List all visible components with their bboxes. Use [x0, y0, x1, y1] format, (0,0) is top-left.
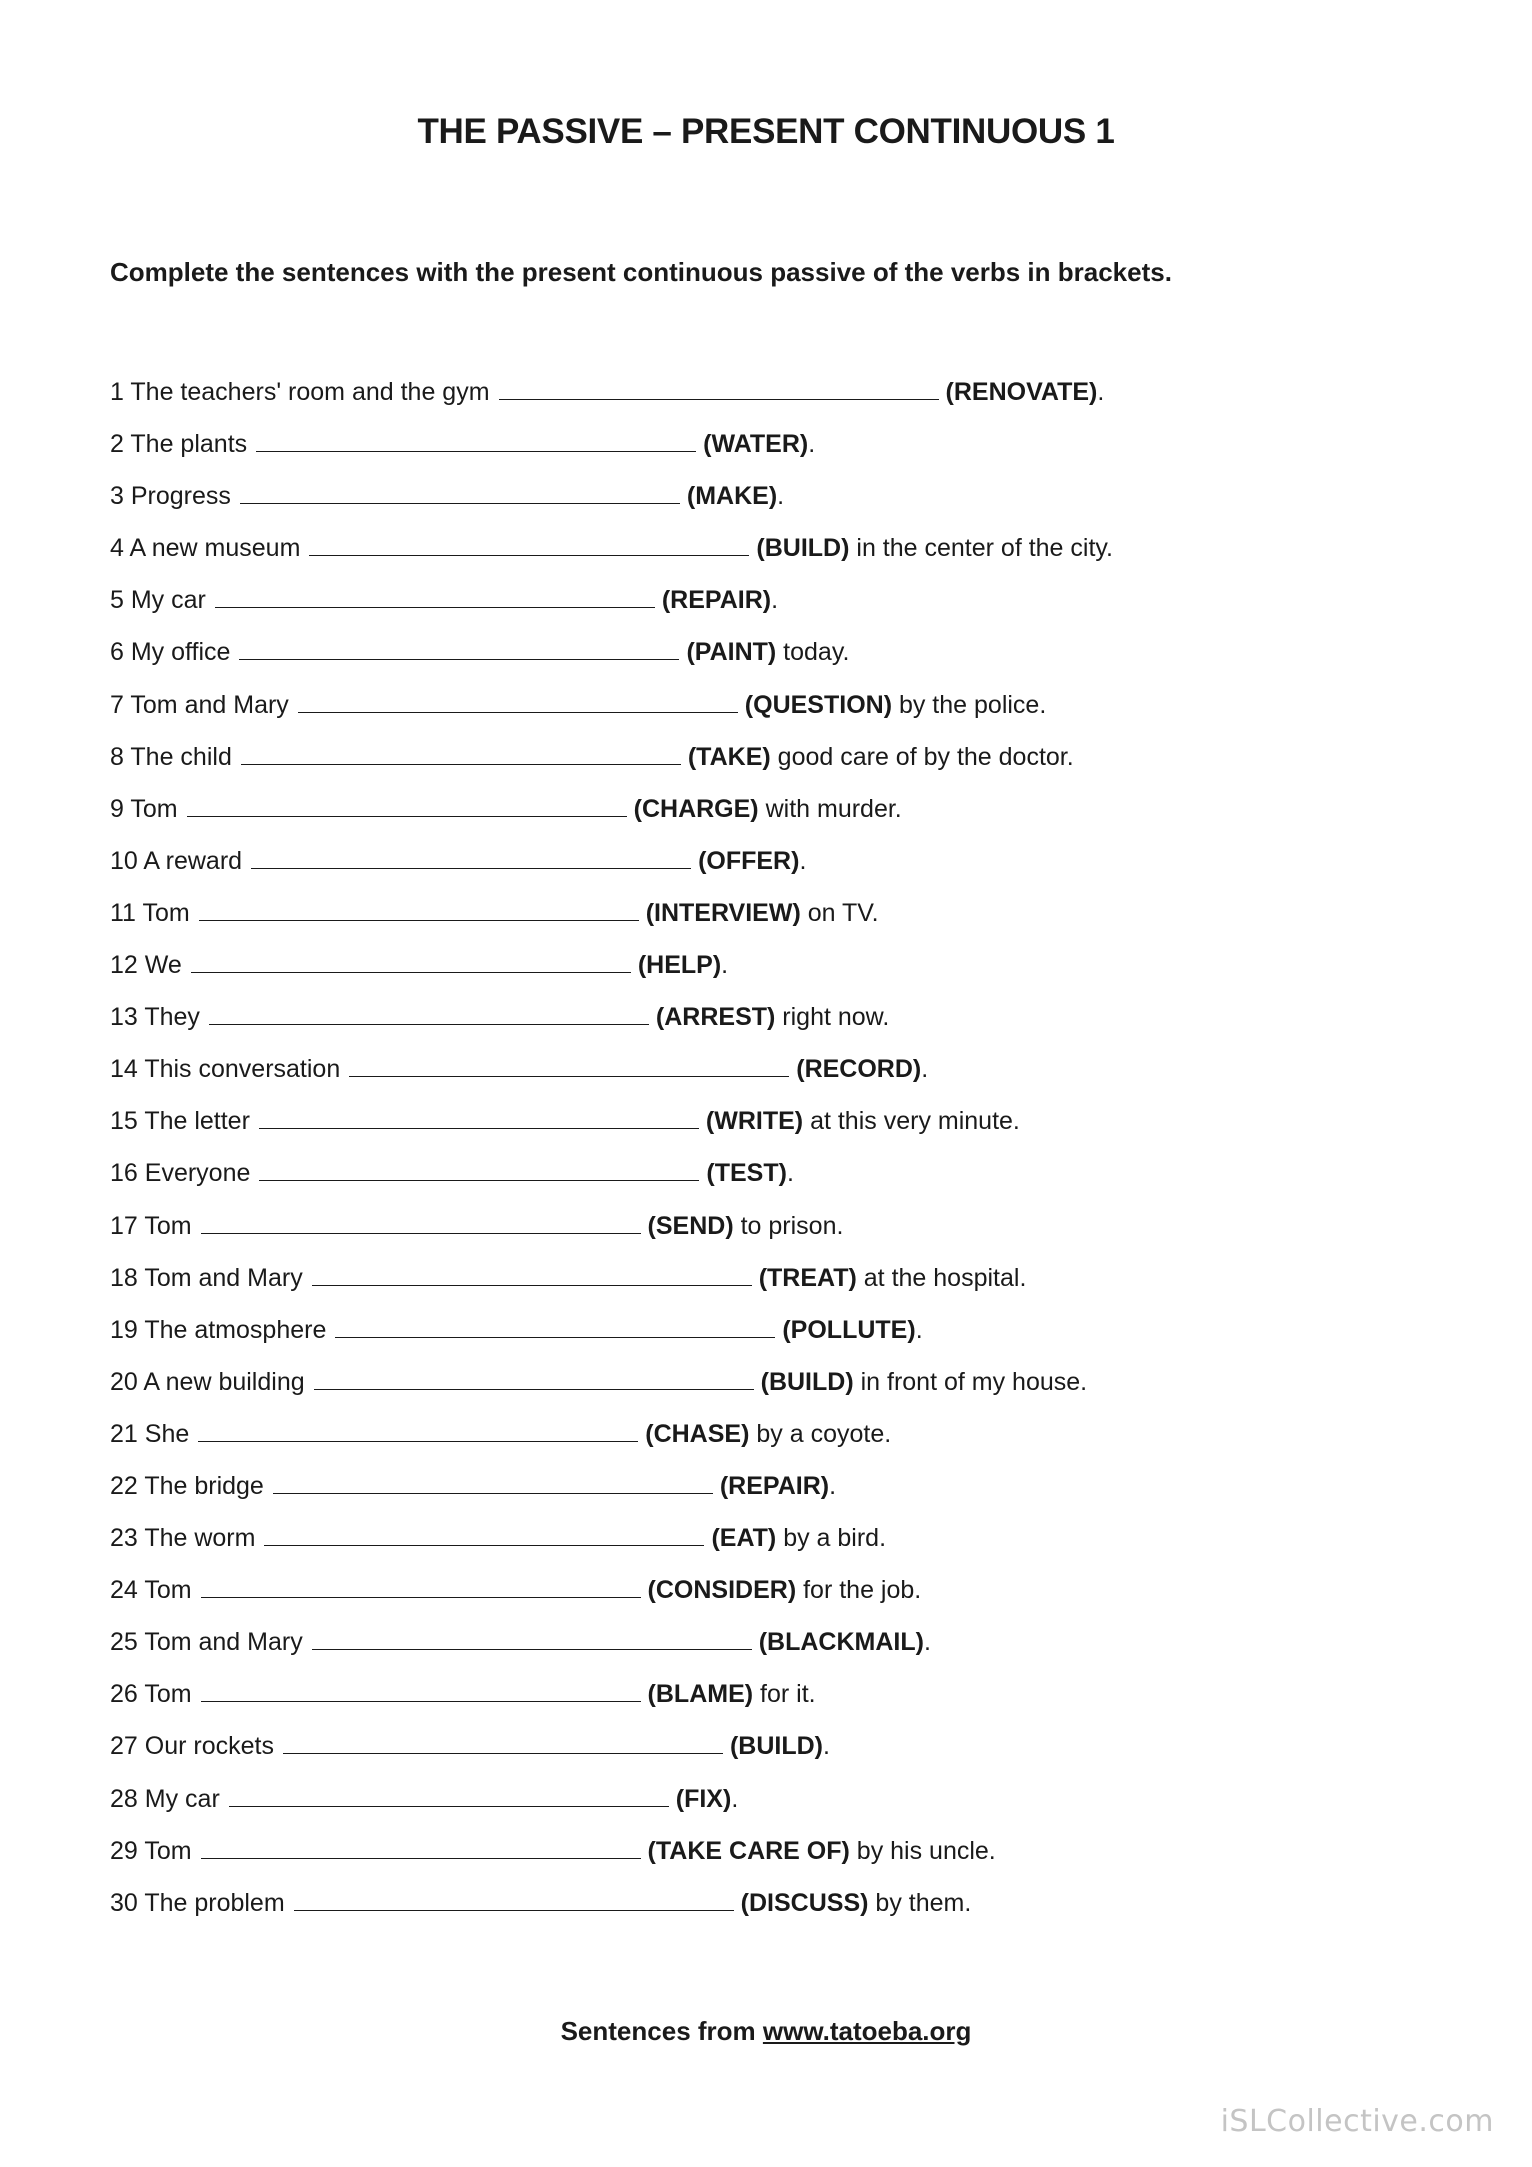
item-number: 20: [110, 1367, 138, 1396]
exercise-item: [110, 1206, 1113, 1258]
exercise-item: [110, 1622, 1113, 1674]
exercise-item: [110, 1153, 1113, 1205]
item-subject: Tom: [144, 1211, 192, 1240]
item-rest: .: [921, 1055, 929, 1084]
item-subject: Tom and Mary: [130, 690, 289, 719]
exercise-item: [110, 1570, 1113, 1622]
item-verb: (TREAT): [758, 1263, 857, 1292]
item-verb: (TEST): [706, 1159, 787, 1188]
item-verb: (BLAME): [647, 1680, 754, 1709]
item-number: 8: [110, 742, 124, 771]
exercise-item: [110, 372, 1113, 424]
item-verb: (QUESTION): [744, 690, 893, 719]
item-rest: on TV.: [800, 898, 879, 927]
exercise-item: [110, 1049, 1113, 1101]
answer-blank[interactable]: [309, 533, 749, 556]
item-subject: Tom: [130, 794, 178, 823]
item-subject: Tom and Mary: [144, 1263, 303, 1292]
item-rest: by a coyote.: [749, 1419, 892, 1448]
item-verb: (EAT): [711, 1524, 777, 1553]
exercise-item: [110, 1779, 1113, 1831]
item-subject: She: [144, 1419, 190, 1448]
item-number: 13: [110, 1003, 138, 1032]
item-number: 27: [110, 1732, 138, 1761]
item-number: 23: [110, 1524, 138, 1553]
exercise-item: [110, 1883, 1113, 1935]
item-rest: by them.: [868, 1888, 972, 1917]
exercise-item: [110, 893, 1113, 945]
item-number: 26: [110, 1680, 138, 1709]
answer-blank[interactable]: [251, 846, 691, 869]
exercise-item: [110, 1310, 1113, 1362]
item-subject: The worm: [144, 1524, 256, 1553]
item-subject: A reward: [143, 846, 243, 875]
item-verb: (BUILD): [760, 1367, 854, 1396]
item-rest: .: [1097, 378, 1105, 406]
item-subject: My car: [144, 1784, 220, 1813]
footer-prefix: Sentences from: [560, 2016, 763, 2046]
exercise-item: [110, 789, 1113, 841]
item-verb: (RENOVATE): [945, 378, 1098, 406]
item-number: 7: [110, 690, 124, 719]
exercise-item: [110, 1101, 1113, 1153]
exercise-item: [110, 1726, 1113, 1778]
item-verb: (ARREST): [655, 1003, 776, 1032]
item-rest: by the police.: [892, 690, 1047, 719]
answer-blank[interactable]: [298, 690, 738, 713]
item-number: 28: [110, 1784, 138, 1813]
exercise-item: [110, 1518, 1113, 1570]
item-rest: to prison.: [733, 1211, 844, 1240]
item-rest: for it.: [753, 1680, 816, 1709]
item-verb: (CHASE): [645, 1419, 750, 1448]
answer-blank[interactable]: [259, 1106, 699, 1129]
item-subject: A new museum: [129, 534, 301, 563]
item-subject: Tom: [142, 898, 190, 927]
item-rest: .: [923, 1628, 931, 1657]
item-rest: for the job.: [796, 1576, 922, 1605]
item-verb: (WRITE): [705, 1107, 804, 1136]
item-rest: in front of my house.: [853, 1367, 1088, 1396]
item-rest: with murder.: [758, 794, 902, 823]
item-rest: in the center of the city.: [849, 534, 1113, 563]
answer-blank[interactable]: [199, 898, 639, 921]
item-rest: .: [823, 1732, 830, 1761]
exercise-list: [110, 372, 1113, 1935]
item-rest: today.: [776, 638, 850, 667]
answer-blank[interactable]: [312, 1627, 752, 1650]
item-number: 30: [110, 1888, 138, 1917]
exercise-item: [110, 580, 1113, 632]
item-number: 12: [110, 951, 138, 980]
answer-blank[interactable]: [349, 1054, 789, 1077]
item-subject: A new building: [143, 1367, 305, 1396]
item-verb: (POLLUTE): [782, 1315, 916, 1344]
item-verb: (MAKE): [686, 482, 778, 511]
item-verb: (FIX): [675, 1784, 732, 1813]
item-verb: (CHARGE): [633, 794, 759, 823]
answer-blank[interactable]: [209, 1002, 649, 1025]
item-number: 10: [110, 846, 138, 875]
answer-blank[interactable]: [240, 481, 680, 504]
answer-blank[interactable]: [273, 1471, 713, 1494]
footer-link[interactable]: www.tatoeba.org: [762, 2016, 972, 2046]
item-verb: (HELP): [637, 951, 722, 980]
answer-blank[interactable]: [201, 1211, 641, 1234]
item-rest: .: [721, 951, 729, 980]
answer-blank[interactable]: [201, 1575, 641, 1598]
answer-blank[interactable]: [198, 1419, 638, 1442]
item-number: 24: [110, 1576, 138, 1605]
item-verb: (SEND): [647, 1211, 734, 1240]
answer-blank[interactable]: [187, 794, 627, 817]
item-number: 6: [110, 638, 124, 667]
item-verb: (WATER): [703, 430, 809, 459]
exercise-item: [110, 737, 1113, 789]
item-subject: My office: [130, 638, 231, 667]
item-subject: The child: [130, 742, 232, 771]
watermark: iSLCollective.com: [1220, 2104, 1494, 2139]
exercise-item: [110, 528, 1113, 580]
item-rest: .: [829, 1471, 837, 1500]
item-number: 25: [110, 1628, 138, 1657]
exercise-item: [110, 1466, 1113, 1518]
item-verb: (TAKE): [687, 742, 771, 771]
item-verb: (BUILD): [756, 534, 850, 563]
exercise-item: [110, 1258, 1113, 1310]
item-rest: at the hospital.: [856, 1263, 1027, 1292]
item-subject: Progress: [130, 482, 231, 511]
answer-blank[interactable]: [191, 950, 631, 973]
item-rest: .: [799, 846, 807, 875]
item-number: 9: [110, 794, 124, 823]
answer-blank[interactable]: [229, 1784, 669, 1807]
answer-blank[interactable]: [201, 1836, 641, 1859]
item-subject: They: [144, 1003, 200, 1032]
item-subject: The letter: [144, 1107, 250, 1136]
item-subject: The teachers' room and the gym: [130, 378, 490, 406]
item-verb: (REPAIR): [661, 586, 772, 615]
item-subject: We: [144, 951, 182, 980]
answer-blank[interactable]: [239, 637, 679, 660]
item-subject: Tom: [144, 1576, 192, 1605]
item-number: 21: [110, 1419, 138, 1448]
exercise-item: [110, 945, 1113, 997]
item-number: 14: [110, 1055, 138, 1084]
answer-blank[interactable]: [256, 429, 696, 452]
item-verb: (BUILD): [729, 1732, 823, 1761]
exercise-item: [110, 1414, 1113, 1466]
answer-blank[interactable]: [215, 585, 655, 608]
item-number: 5: [110, 586, 124, 615]
item-rest: .: [915, 1315, 923, 1344]
item-number: 11: [110, 898, 136, 927]
item-verb: (CONSIDER): [647, 1576, 797, 1605]
item-verb: (RECORD): [796, 1055, 922, 1084]
exercise-item: [110, 997, 1113, 1049]
item-verb: (TAKE CARE OF): [647, 1836, 850, 1865]
item-subject: The plants: [130, 430, 248, 459]
answer-blank[interactable]: [283, 1731, 723, 1754]
item-rest: right now.: [775, 1003, 890, 1032]
exercise-item: [110, 841, 1113, 893]
page-title: THE PASSIVE – PRESENT CONTINUOUS 1: [417, 112, 1115, 151]
exercise-item: [110, 424, 1113, 476]
exercise-item: [110, 1674, 1113, 1726]
answer-blank[interactable]: [312, 1263, 752, 1286]
item-rest: good care of by the doctor.: [770, 742, 1074, 771]
item-rest: .: [777, 482, 785, 511]
item-rest: .: [771, 586, 779, 615]
footer: [0, 2016, 1532, 2047]
item-rest: by his uncle.: [849, 1836, 996, 1865]
item-verb: (BLACKMAIL): [758, 1628, 924, 1657]
item-subject: Tom and Mary: [144, 1628, 303, 1657]
answer-blank[interactable]: [264, 1523, 704, 1546]
exercise-item: [110, 632, 1113, 684]
answer-blank[interactable]: [201, 1679, 641, 1702]
item-rest: .: [786, 1159, 794, 1188]
item-rest: at this very minute.: [803, 1107, 1020, 1136]
exercise-item: [110, 476, 1113, 528]
item-number: 3: [110, 482, 124, 511]
item-number: 15: [110, 1107, 138, 1136]
item-number: 17: [110, 1211, 138, 1240]
item-number: 1: [110, 378, 124, 406]
exercise-item: [110, 1831, 1113, 1883]
item-rest: .: [731, 1784, 739, 1813]
item-number: 16: [110, 1159, 138, 1188]
item-number: 18: [110, 1263, 138, 1292]
item-subject: This conversation: [144, 1055, 341, 1084]
answer-blank[interactable]: [499, 377, 939, 400]
item-subject: The problem: [144, 1888, 285, 1917]
item-number: 4: [110, 534, 124, 563]
item-subject: My car: [130, 586, 206, 615]
answer-blank[interactable]: [314, 1367, 754, 1390]
item-subject: Tom: [144, 1680, 192, 1709]
answer-blank[interactable]: [241, 742, 681, 765]
item-subject: The bridge: [144, 1471, 264, 1500]
item-number: 29: [110, 1836, 138, 1865]
item-rest: by a bird.: [776, 1524, 887, 1553]
answer-blank[interactable]: [259, 1158, 699, 1181]
item-verb: (INTERVIEW): [645, 898, 801, 927]
item-verb: (PAINT): [686, 638, 777, 667]
instructions: Complete the sentences with the present continuous passive of the verbs in brackets.: [110, 257, 1172, 287]
item-verb: (REPAIR): [719, 1471, 830, 1500]
item-verb: (OFFER): [698, 846, 800, 875]
exercise-item: [110, 1362, 1113, 1414]
item-number: 2: [110, 430, 124, 459]
item-subject: Tom: [144, 1836, 192, 1865]
exercise-item: [110, 685, 1113, 737]
item-rest: .: [808, 430, 816, 459]
answer-blank[interactable]: [294, 1888, 734, 1911]
item-number: 19: [110, 1315, 138, 1344]
answer-blank[interactable]: [335, 1315, 775, 1338]
item-number: 22: [110, 1471, 138, 1500]
item-subject: Everyone: [144, 1159, 251, 1188]
item-subject: The atmosphere: [144, 1315, 327, 1344]
item-verb: (DISCUSS): [740, 1888, 869, 1917]
item-subject: Our rockets: [144, 1732, 274, 1761]
